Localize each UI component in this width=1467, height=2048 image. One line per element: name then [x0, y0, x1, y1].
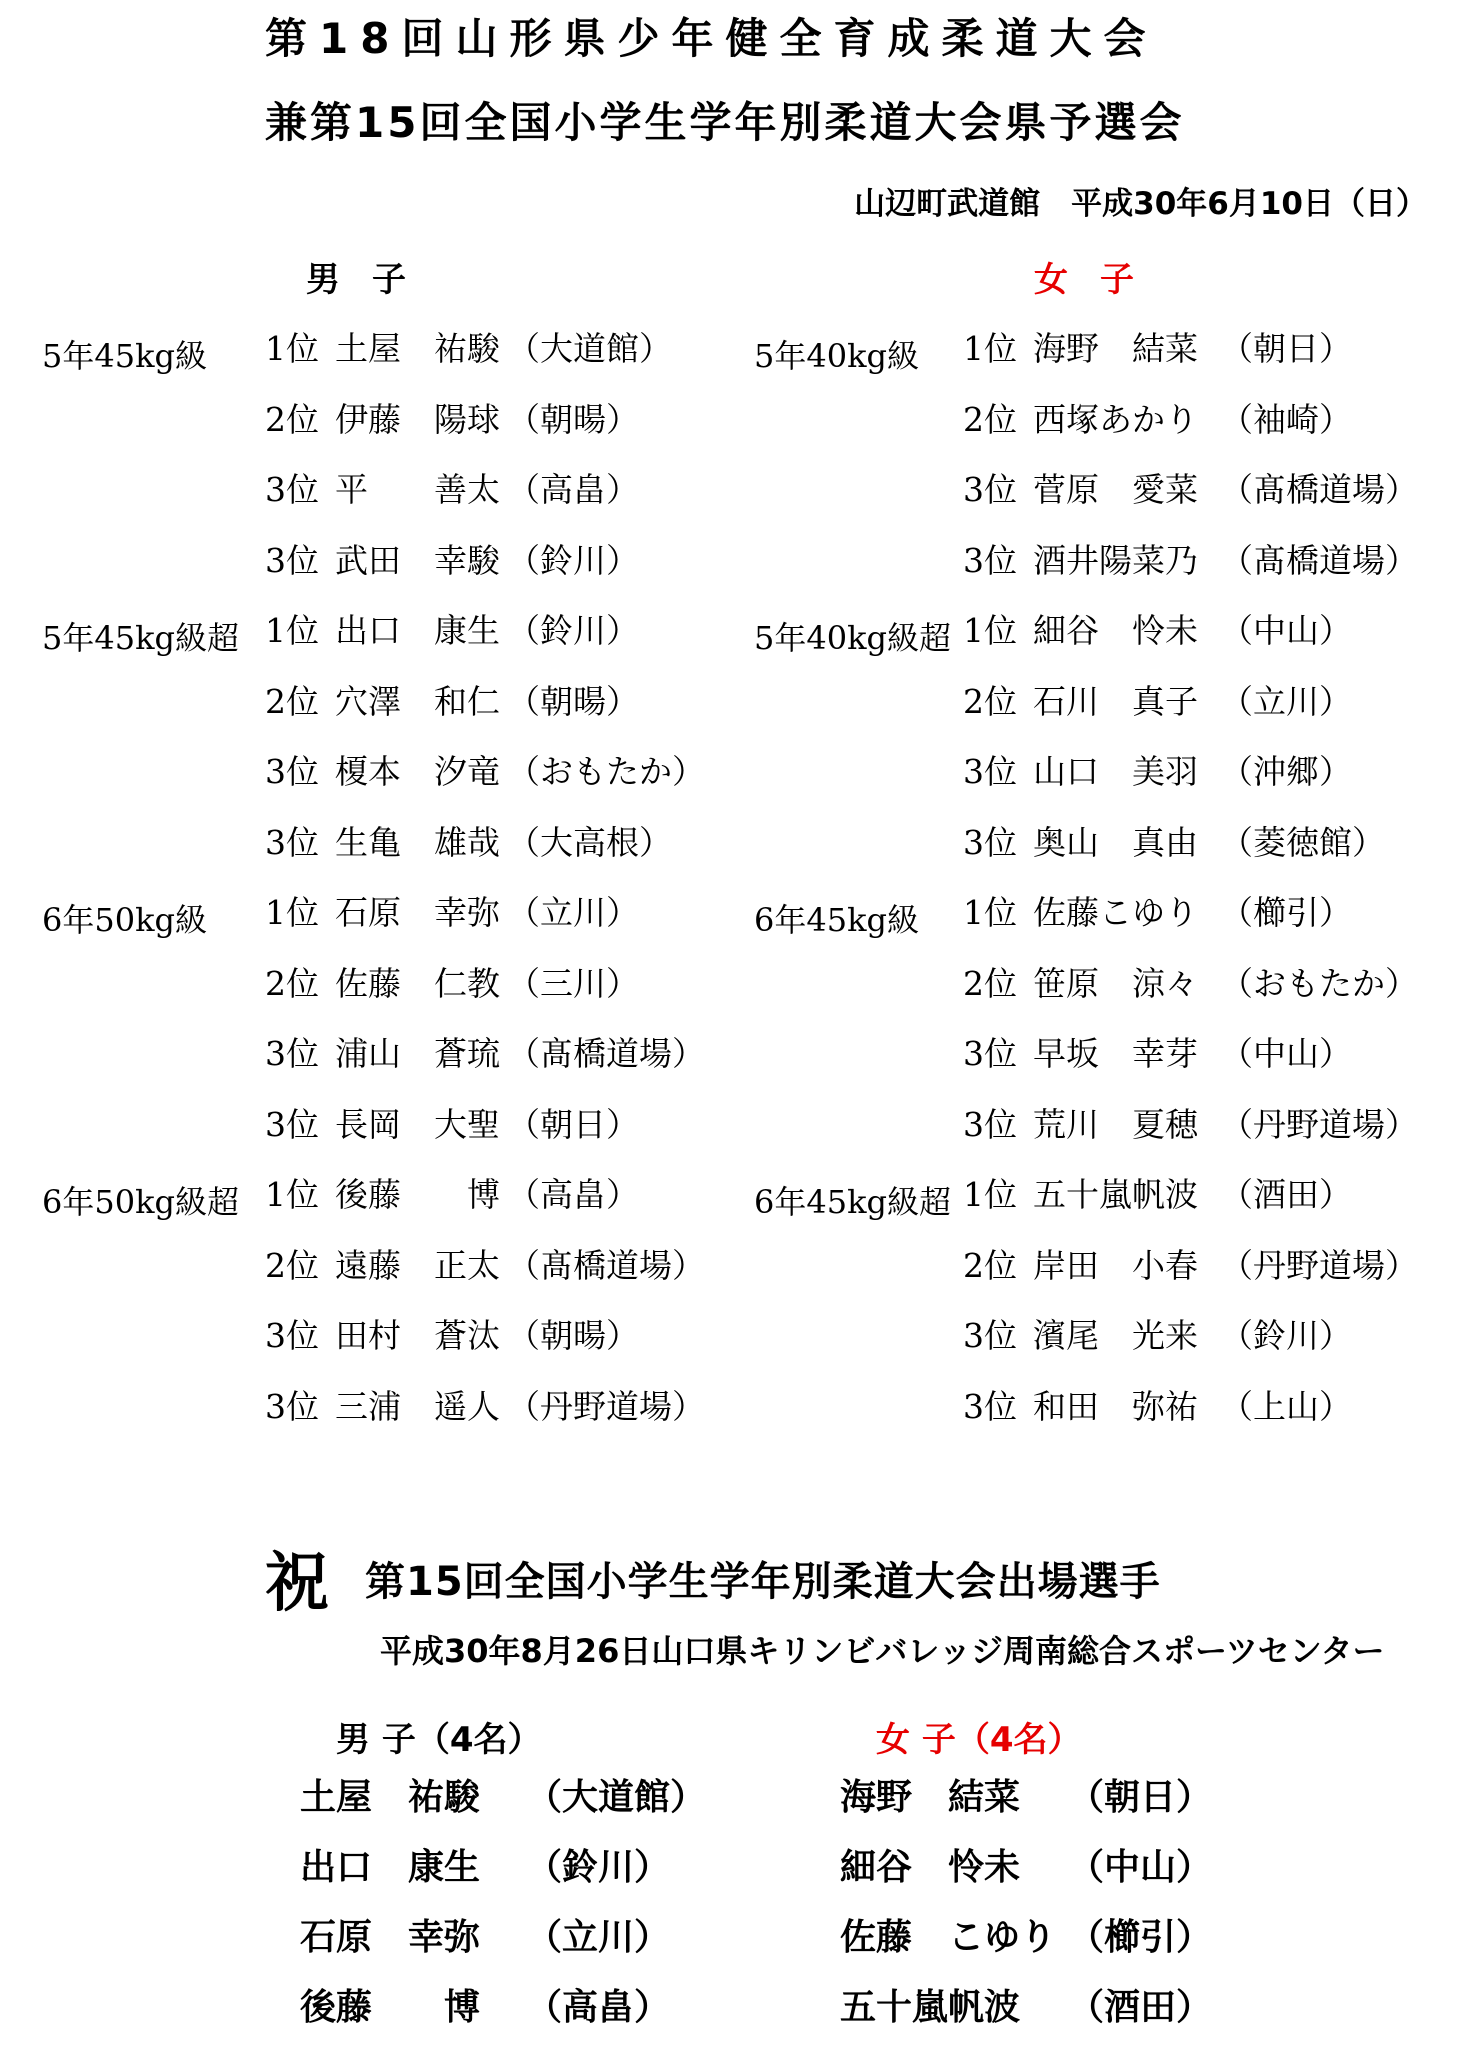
result-club: （おもたか） [1220, 964, 1418, 1003]
boys-category-label: 5年45kg級 [42, 337, 207, 375]
result-club: （沖郷） [1220, 752, 1352, 791]
participant-name: 後藤 博 [300, 1987, 481, 2028]
result-club: （高畠） [507, 1175, 639, 1214]
result-club: （中山） [1220, 1034, 1352, 1073]
result-rank: 1位 [963, 611, 1017, 650]
result-club: （酒田） [1220, 1175, 1352, 1214]
result-name: 出口 康生 [335, 611, 500, 650]
result-rank: 1位 [265, 329, 319, 368]
result-rank: 2位 [265, 1246, 319, 1285]
result-name: 三浦 遥人 [335, 1387, 500, 1426]
participant-club: （大道館） [526, 1777, 707, 1818]
result-rank: 1位 [963, 1175, 1017, 1214]
result-club: （おもたか） [507, 752, 705, 791]
national-event-info: 平成30年8月26日山口県キリンビバレッジ周南総合スポーツセンター [380, 1632, 1385, 1670]
result-name: 笹原 涼々 [1033, 964, 1198, 1003]
result-club: （丹野道場） [507, 1387, 705, 1426]
result-club: （朝暘） [507, 1316, 639, 1355]
result-club: （立川） [1220, 682, 1352, 721]
venue-date: 山辺町武道館 平成30年6月10日（日） [854, 186, 1427, 222]
result-rank: 1位 [265, 893, 319, 932]
participant-name: 海野 結菜 [840, 1777, 1021, 1818]
boys-category-label: 5年45kg級超 [42, 619, 239, 657]
result-club: （鈴川） [507, 541, 639, 580]
result-club: （大高根） [507, 823, 672, 862]
result-rank: 3位 [265, 823, 319, 862]
result-club: （袖崎） [1220, 400, 1352, 439]
result-club: （丹野道場） [1220, 1105, 1418, 1144]
result-rank: 3位 [265, 752, 319, 791]
result-rank: 1位 [963, 893, 1017, 932]
result-name: 武田 幸駿 [335, 541, 500, 580]
result-rank: 2位 [963, 682, 1017, 721]
result-name: 後藤 博 [335, 1175, 500, 1214]
result-name: 土屋 祐駿 [335, 329, 500, 368]
result-club: （朝暘） [507, 682, 639, 721]
result-rank: 3位 [963, 1034, 1017, 1073]
result-club: （髙橋道場） [507, 1034, 705, 1073]
result-name: 濱尾 光来 [1033, 1316, 1198, 1355]
result-club: （菱徳館） [1220, 823, 1385, 862]
result-rank: 3位 [963, 823, 1017, 862]
result-name: 穴澤 和仁 [335, 682, 500, 721]
result-club: （鈴川） [507, 611, 639, 650]
girls-category-label: 5年40kg級超 [754, 619, 951, 657]
girls-category-label: 6年45kg級 [754, 901, 919, 939]
result-name: 岸田 小春 [1033, 1246, 1198, 1285]
result-name: 酒井陽菜乃 [1033, 541, 1198, 580]
result-rank: 2位 [265, 400, 319, 439]
result-name: 長岡 大聖 [335, 1105, 500, 1144]
celebrate-mark: 祝 [265, 1547, 329, 1621]
result-name: 荒川 夏穂 [1033, 1105, 1198, 1144]
boys-category-label: 6年50kg級 [42, 901, 207, 939]
result-rank: 3位 [963, 470, 1017, 509]
boys-category-label: 6年50kg級超 [42, 1183, 239, 1221]
participant-name: 佐藤 こゆり [840, 1917, 1057, 1958]
result-name: 田村 蒼汰 [335, 1316, 500, 1355]
participant-name: 土屋 祐駿 [300, 1777, 481, 1818]
result-rank: 3位 [963, 1387, 1017, 1426]
result-name: 石川 真子 [1033, 682, 1198, 721]
result-rank: 3位 [265, 1387, 319, 1426]
result-rank: 2位 [963, 964, 1017, 1003]
result-name: 奥山 真由 [1033, 823, 1198, 862]
result-club: （中山） [1220, 611, 1352, 650]
participant-name: 五十嵐帆波 [840, 1987, 1021, 2028]
participant-name: 出口 康生 [300, 1847, 481, 1888]
result-name: 生亀 雄哉 [335, 823, 500, 862]
participant-club: （中山） [1068, 1847, 1213, 1888]
result-name: 海野 結菜 [1033, 329, 1198, 368]
result-rank: 3位 [265, 1034, 319, 1073]
result-rank: 2位 [265, 964, 319, 1003]
result-rank: 3位 [963, 1316, 1017, 1355]
result-rank: 3位 [265, 470, 319, 509]
national-heading [265, 1532, 1161, 1624]
result-club: （三川） [507, 964, 639, 1003]
page-title: 第18回山形県少年健全育成柔道大会 [265, 14, 1158, 63]
participant-club: （櫛引） [1068, 1917, 1213, 1958]
result-name: 菅原 愛菜 [1033, 470, 1198, 509]
participant-club: （立川） [526, 1917, 671, 1958]
girls-heading: 女子 [1034, 260, 1166, 300]
result-name: 遠藤 正太 [335, 1246, 500, 1285]
girls-category-label: 5年40kg級 [754, 337, 919, 375]
result-name: 西塚あかり [1033, 400, 1198, 439]
result-club: （髙橋道場） [507, 1246, 705, 1285]
result-club: （上山） [1220, 1387, 1352, 1426]
result-club: （朝暘） [507, 400, 639, 439]
result-club: （髙橋道場） [1220, 541, 1418, 580]
result-rank: 3位 [963, 541, 1017, 580]
participant-club: （酒田） [1068, 1987, 1213, 2028]
result-name: 山口 美羽 [1033, 752, 1198, 791]
result-rank: 3位 [963, 752, 1017, 791]
participant-name: 石原 幸弥 [300, 1917, 481, 1958]
participant-club: （朝日） [1068, 1777, 1213, 1818]
national-girls-heading: 女 子（4名） [876, 1720, 1082, 1760]
result-name: 五十嵐帆波 [1033, 1175, 1198, 1214]
result-club: （櫛引） [1220, 893, 1352, 932]
result-club: （朝日） [507, 1105, 639, 1144]
result-rank: 2位 [265, 682, 319, 721]
result-club: （鈴川） [1220, 1316, 1352, 1355]
result-name: 佐藤こゆり [1033, 893, 1198, 932]
result-rank: 1位 [265, 1175, 319, 1214]
result-club: （朝日） [1220, 329, 1352, 368]
result-club: （丹野道場） [1220, 1246, 1418, 1285]
result-name: 伊藤 陽球 [335, 400, 500, 439]
result-name: 榎本 汐竜 [335, 752, 500, 791]
result-name: 和田 弥祐 [1033, 1387, 1198, 1426]
result-rank: 1位 [265, 611, 319, 650]
participant-club: （鈴川） [526, 1847, 671, 1888]
result-rank: 3位 [265, 1316, 319, 1355]
boys-heading: 男子 [306, 260, 438, 300]
result-club: （高畠） [507, 470, 639, 509]
result-rank: 2位 [963, 400, 1017, 439]
national-boys-heading: 男 子（4名） [336, 1720, 542, 1760]
result-rank: 1位 [963, 329, 1017, 368]
participant-name: 細谷 怜未 [840, 1847, 1021, 1888]
girls-category-label: 6年45kg級超 [754, 1183, 951, 1221]
result-rank: 3位 [265, 541, 319, 580]
result-name: 早坂 幸芽 [1033, 1034, 1198, 1073]
participant-club: （高畠） [526, 1987, 671, 2028]
result-club: （大道館） [507, 329, 672, 368]
result-name: 平 善太 [335, 470, 500, 509]
page-subtitle: 兼第15回全国小学生学年別柔道大会県予選会 [265, 98, 1185, 147]
result-rank: 2位 [963, 1246, 1017, 1285]
result-club: （立川） [507, 893, 639, 932]
result-name: 細谷 怜未 [1033, 611, 1198, 650]
result-club: （髙橋道場） [1220, 470, 1418, 509]
result-rank: 3位 [963, 1105, 1017, 1144]
national-title: 第15回全国小学生学年別柔道大会出場選手 [365, 1558, 1161, 1605]
result-name: 石原 幸弥 [335, 893, 500, 932]
result-name: 浦山 蒼琉 [335, 1034, 500, 1073]
result-rank: 3位 [265, 1105, 319, 1144]
result-name: 佐藤 仁教 [335, 964, 500, 1003]
